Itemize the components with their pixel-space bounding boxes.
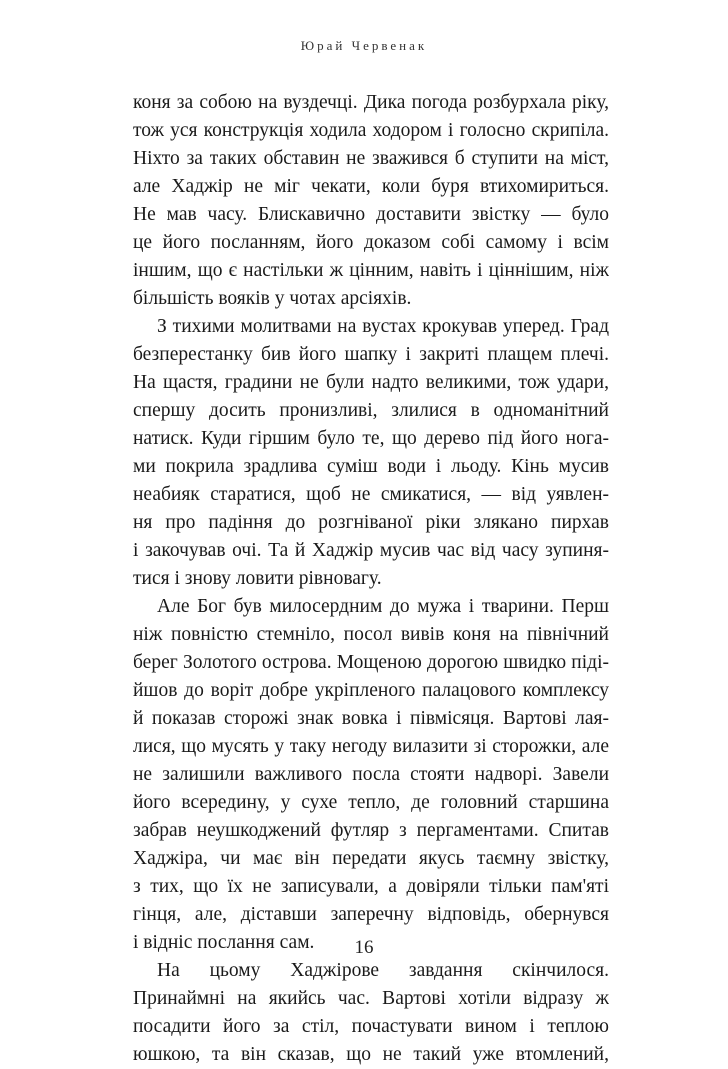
- text-line: Але Бог був милосердним до мужа і тварини. Перш: [157, 596, 609, 617]
- text-line: берег Золотого острова. Мощеною дорогою швидко піді-: [133, 652, 609, 673]
- text-line: ня про падіння до розгніваної ріки злякано пирхав: [133, 512, 609, 533]
- paragraph: [133, 313, 609, 593]
- text-line: ніж повністю стемніло, посол вивів коня на північний: [133, 624, 609, 645]
- text-line: натиск. Куди гіршим було те, що дерево під його нога-: [133, 428, 609, 449]
- text-line: лися, що мусять у таку негоду вилазити зі сторожки, але: [133, 736, 609, 757]
- text-line: іншим, що є настільки ж цінним, навіть і ціннішим, ніж: [133, 260, 609, 281]
- text-line: це його посланням, його доказом собі самому і всім: [133, 232, 609, 253]
- paragraph: [133, 593, 609, 957]
- text-line: Ніхто за таких обставин не зважився б ступити на міст,: [133, 148, 609, 169]
- text-line: й показав сторожі знак вовка і півмісяця. Вартові лая-: [133, 708, 609, 729]
- text-line: спершу досить пронизливі, злилися в одноманітний: [133, 400, 609, 421]
- text-line: З тихими молитвами на вустах крокував уперед. Град: [157, 316, 609, 337]
- text-line: Принаймні на якийсь час. Вартові хотіли відразу ж: [133, 988, 609, 1009]
- text-line: безперестанку бив його шапку і закриті плащем плечі.: [133, 344, 609, 365]
- paragraph: [133, 957, 609, 1069]
- running-head: Юрай Червенак: [300, 38, 428, 53]
- text-line: Хаджіра, чи має він передати якусь таємну звістку,: [133, 848, 609, 869]
- text-line: тися і знову ловити рівновагу.: [133, 568, 382, 589]
- text-line: ми покрила зрадлива суміш води і льоду. Кінь мусив: [133, 456, 609, 477]
- text-line: більшість вояків у чотах арсіяхів.: [133, 288, 412, 309]
- page-body: [133, 89, 609, 1069]
- text-line: На цьому Хаджірове завдання скінчилося.: [157, 960, 609, 981]
- text-line: його всередину, у сухе тепло, де головний старшина: [133, 792, 609, 813]
- text-line: Не мав часу. Блискавично доставити звістку — було: [133, 204, 609, 225]
- text-line: і закочував очі. Та й Хаджір мусив час від часу зупиня-: [133, 540, 609, 561]
- page-number: 16: [354, 937, 374, 958]
- text-line: тож уся конструкція ходила ходором і голосно скрипіла.: [133, 120, 609, 141]
- text-line: коня за собою на вуздечці. Дика погода розбурхала ріку,: [133, 92, 609, 113]
- text-line: гінця, але, діставши заперечну відповідь, обернувся: [133, 904, 609, 925]
- text-line: йшов до воріт добре укріпленого палацового комплексу: [133, 680, 609, 701]
- text-line: На щастя, градини не були надто великими, тож удари,: [133, 372, 609, 393]
- text-line: але Хаджір не міг чекати, коли буря втихомириться.: [133, 176, 609, 197]
- text-line: і відніс послання сам.: [133, 932, 315, 953]
- text-line: не залишили важливого посла стояти надворі. Завели: [133, 764, 609, 785]
- text-line: з тих, що їх не записували, а довіряли тільки пам'яті: [133, 876, 609, 897]
- text-line: юшкою, та він сказав, що не такий уже втомлений,: [133, 1044, 609, 1065]
- text-line: неабияк старатися, щоб не смикатися, — від уявлен-: [133, 484, 609, 505]
- text-line: посадити його за стіл, почастувати вином і теплою: [133, 1016, 609, 1037]
- text-line: забрав неушкоджений футляр з пергаментами. Спитав: [133, 820, 609, 841]
- paragraph: [133, 89, 609, 313]
